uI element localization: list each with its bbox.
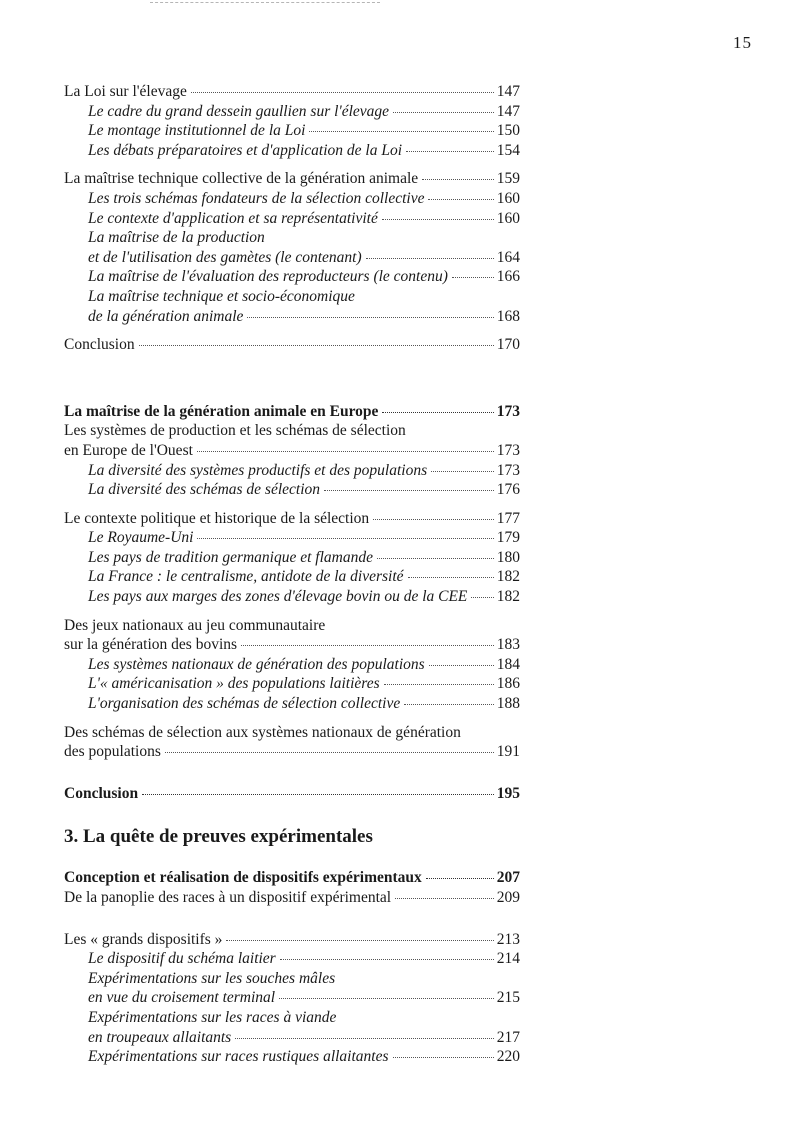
toc-page-number: 154 — [496, 141, 520, 159]
dot-leader — [197, 451, 494, 452]
toc-page-number: 220 — [496, 1048, 520, 1066]
toc-page-number: 182 — [496, 588, 520, 606]
toc-subentry: Les pays aux marges des zones d'élevage bovin ou de la CEE 182 — [88, 588, 520, 606]
toc-subentry: L'« américanisation » des populations laitières 186 — [88, 675, 520, 693]
toc-entry-conclusion: Conclusion 170 — [64, 336, 520, 354]
toc-subentry: en troupeaux allaitants 217 — [88, 1028, 520, 1046]
toc-page-number: 195 — [496, 784, 520, 802]
toc-subentry: Les débats préparatoires et d'application de la Loi 154 — [88, 141, 520, 159]
toc-subentry: L'organisation des schémas de sélection collective 188 — [88, 695, 520, 713]
toc-subentry-first-line: La maîtrise technique et socio-économique — [88, 287, 355, 305]
toc-page-number: 207 — [496, 869, 520, 887]
dot-leader — [373, 519, 494, 520]
toc-subentry: Le cadre du grand dessein gaullien sur l'élevage 147 — [88, 102, 520, 120]
toc-entry: en Europe de l'Ouest 173 — [64, 441, 520, 459]
toc-page-number: 179 — [496, 529, 520, 547]
page-number: 15 — [733, 33, 752, 52]
toc-page-number: 173 — [496, 402, 520, 420]
toc-page-number: 160 — [496, 189, 520, 207]
dot-leader — [395, 898, 494, 899]
toc-page-number: 177 — [496, 509, 520, 527]
dot-leader — [142, 794, 494, 795]
dot-leader — [191, 92, 494, 93]
table-of-contents — [64, 82, 520, 1067]
toc-entry-first-line: Des jeux nationaux au jeu communautaire — [64, 616, 326, 634]
dot-leader — [393, 112, 494, 113]
dot-leader — [197, 538, 493, 539]
toc-entry-first-line: Les systèmes de production et les schémas de sélection — [64, 422, 406, 440]
toc-subentry: La maîtrise de l'évaluation des reproducteurs (le contenu) 166 — [88, 268, 520, 286]
toc-page-number: 215 — [496, 989, 520, 1007]
dot-leader — [406, 151, 494, 152]
dot-leader — [471, 597, 493, 598]
dot-leader — [382, 219, 494, 220]
toc-subentry: Le Royaume-Uni 179 — [88, 529, 520, 547]
dot-leader — [431, 471, 494, 472]
toc-entry: sur la génération des bovins 183 — [64, 636, 520, 654]
toc-page-number: 150 — [496, 122, 520, 140]
toc-page-number: 147 — [496, 83, 520, 100]
toc-page-number: 166 — [496, 268, 520, 286]
toc-page-number: 168 — [496, 307, 520, 325]
toc-chapter-heading: Conception et réalisation de dispositifs expérimentaux 207 — [64, 869, 520, 887]
dot-leader — [452, 277, 494, 278]
toc-subentry: Le dispositif du schéma laitier 214 — [88, 950, 520, 968]
toc-page-number: 184 — [496, 655, 520, 673]
toc-chapter-conclusion: Conclusion 195 — [64, 784, 520, 802]
toc-subentry: en vue du croisement terminal 215 — [88, 989, 520, 1007]
toc-page-number: 147 — [496, 102, 520, 120]
toc-page-number: 209 — [496, 889, 520, 906]
toc-subentry: La France : le centralisme, antidote de la diversité 182 — [88, 568, 520, 586]
toc-entry-first-line: Des schémas de sélection aux systèmes nationaux de génération — [64, 723, 461, 741]
toc-subentry: de la génération animale 168 — [88, 307, 520, 325]
dot-leader — [324, 490, 494, 491]
toc-subentry: Les pays de tradition germanique et flamande 180 — [88, 548, 520, 566]
dot-leader — [279, 998, 494, 999]
toc-page-number: 214 — [496, 950, 520, 968]
toc-subentry-first-line: La maîtrise de la production — [88, 229, 265, 247]
toc-page-number: 170 — [496, 336, 520, 354]
toc-entry: Le contexte politique et historique de la sélection 177 — [64, 509, 520, 527]
dot-leader — [247, 317, 493, 318]
toc-page-number: 183 — [496, 636, 520, 654]
dot-leader — [393, 1057, 494, 1058]
toc-page-number: 213 — [496, 930, 520, 948]
toc-entry: Les « grands dispositifs » 213 — [64, 930, 520, 948]
dot-leader — [139, 345, 494, 346]
dot-leader — [241, 645, 494, 646]
scan-edge-artifact — [150, 2, 380, 5]
toc-page-number: 164 — [496, 248, 520, 266]
toc-page-number: 159 — [496, 170, 520, 188]
toc-entry: La maîtrise technique collective de la génération animale 159 — [64, 170, 520, 188]
dot-leader — [280, 959, 494, 960]
toc-entry: des populations 191 — [64, 743, 520, 761]
toc-chapter-heading: La maîtrise de la génération animale en Europe 173 — [64, 402, 520, 420]
toc-page-number: 186 — [496, 675, 520, 693]
dot-leader — [429, 665, 494, 666]
dot-leader — [377, 558, 494, 559]
dot-leader — [422, 179, 494, 180]
toc-subentry: Les trois schémas fondateurs de la sélection collective 160 — [88, 189, 520, 207]
dot-leader — [366, 258, 494, 259]
toc-page-number: 160 — [496, 209, 520, 227]
dot-leader — [428, 199, 493, 200]
dot-leader — [235, 1038, 494, 1039]
dot-leader — [404, 704, 494, 705]
toc-page-number: 191 — [496, 743, 520, 761]
dot-leader — [384, 684, 494, 685]
toc-subentry: La diversité des schémas de sélection 176 — [88, 481, 520, 499]
part-title: 3. La quête de preuves expérimentales — [64, 826, 373, 848]
toc-subentry-first-line: Expérimentations sur les souches mâles — [88, 969, 336, 987]
dot-leader — [382, 412, 493, 413]
toc-page-number: 173 — [496, 441, 520, 459]
dot-leader — [165, 752, 494, 753]
toc-page-number: 217 — [496, 1028, 520, 1046]
dot-leader — [408, 577, 494, 578]
toc-entry: De la panoplie des races à un dispositif expérimental 209 — [64, 889, 520, 906]
toc-page-number: 188 — [496, 695, 520, 713]
toc-page-number: 182 — [496, 568, 520, 586]
toc-page-number: 180 — [496, 548, 520, 566]
toc-subentry: et de l'utilisation des gamètes (le contenant) 164 — [88, 248, 520, 266]
toc-subentry: Le montage institutionnel de la Loi 150 — [88, 122, 520, 140]
dot-leader — [309, 131, 493, 132]
toc-entry: La Loi sur l'élevage 147 — [64, 83, 520, 100]
toc-subentry: Expérimentations sur races rustiques allaitantes 220 — [88, 1048, 520, 1066]
toc-page-number: 176 — [496, 481, 520, 499]
dot-leader — [226, 940, 493, 941]
toc-subentry: Les systèmes nationaux de génération des populations 184 — [88, 655, 520, 673]
toc-page-number: 173 — [496, 461, 520, 479]
toc-subentry: La diversité des systèmes productifs et des populations 173 — [88, 461, 520, 479]
toc-subentry-first-line: Expérimentations sur les races à viande — [88, 1008, 337, 1026]
toc-subentry: Le contexte d'application et sa représentativité 160 — [88, 209, 520, 227]
dot-leader — [426, 878, 494, 879]
